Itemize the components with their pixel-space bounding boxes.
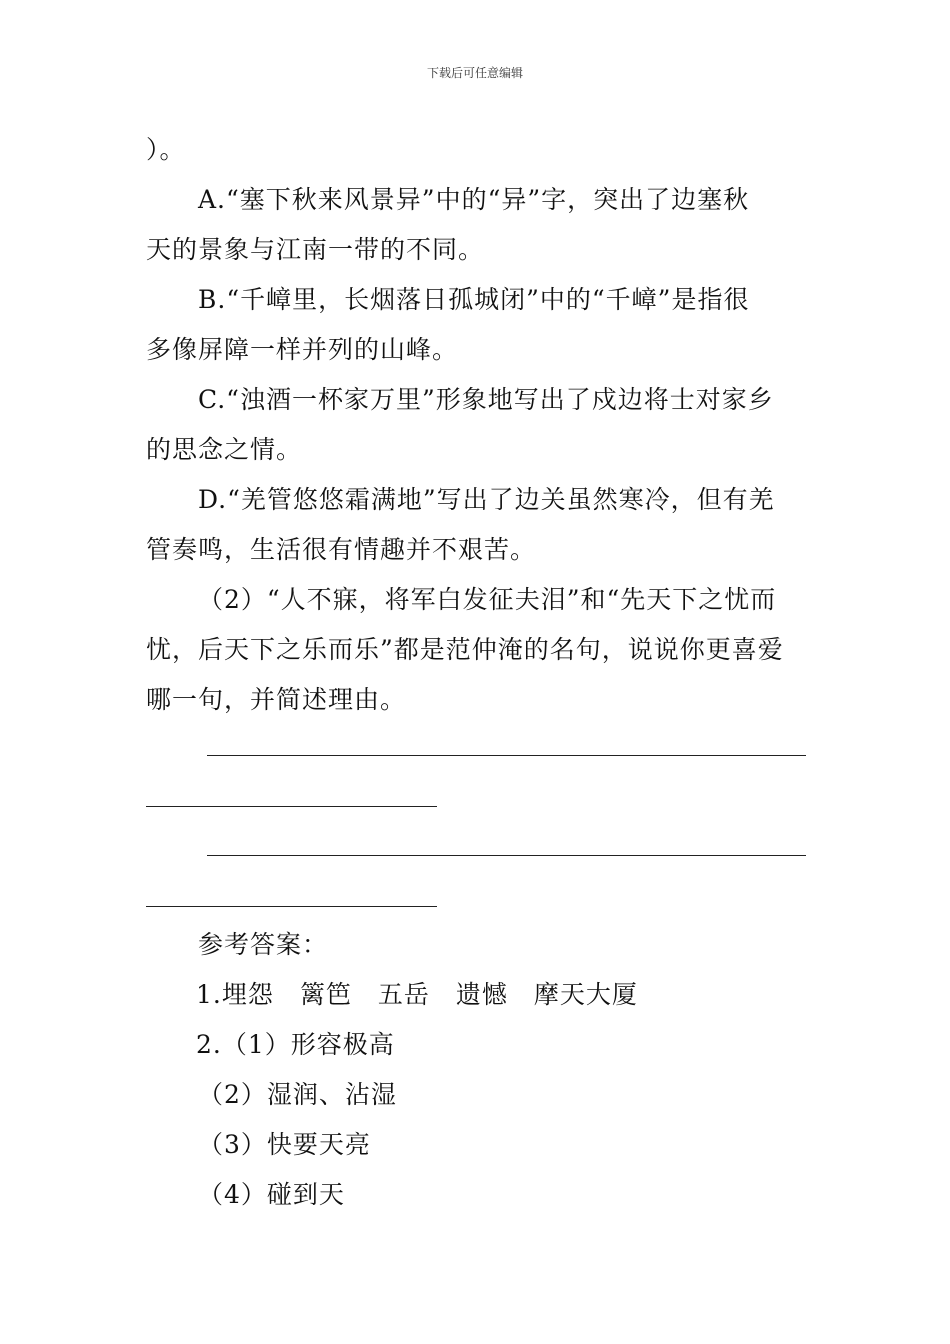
option-d-line1: D.“羌管悠悠霜满地”写出了边关虽然寒冷，但有羌 (198, 485, 775, 514)
option-d-line2: 管奏鸣，生活很有情趣并不艰苦。 (146, 535, 537, 564)
answer-2-4: （4）碰到天 (198, 1180, 345, 1209)
answer-2-1: 2.（1）形容极高 (196, 1030, 395, 1059)
part2-line1: （2）“人不寐，将军白发征夫泪”和“先天下之忧而 (198, 585, 777, 614)
question-stem-tail: ）。 (146, 135, 186, 164)
answer-blank-line[interactable] (207, 855, 806, 856)
answers-title: 参考答案： (198, 930, 329, 959)
option-a-line1: A.“塞下秋来风景异”中的“异”字，突出了边塞秋 (198, 185, 750, 214)
option-c-line2: 的思念之情。 (146, 435, 303, 464)
option-a-line2: 天的景象与江南一带的不同。 (146, 235, 485, 264)
part2-line3: 哪一句，并简述理由。 (146, 685, 407, 714)
answer-blank-line[interactable] (146, 906, 437, 907)
option-b-line2: 多像屏障一样并列的山峰。 (146, 335, 459, 364)
answer-blank-line[interactable] (146, 806, 437, 807)
page-header: 下载后可任意编辑 (426, 66, 523, 80)
answer-blank-line[interactable] (207, 755, 806, 756)
answer-1: 1.埋怨 篱笆 五岳 遗憾 摩天大厦 (196, 980, 638, 1009)
answer-2-2: （2）湿润、沾湿 (198, 1080, 397, 1109)
answer-2-3: （3）快要天亮 (198, 1130, 371, 1159)
option-c-line1: C.“浊酒一杯家万里”形象地写出了戍边将士对家乡 (198, 385, 774, 414)
option-b-line1: B.“千嶂里，长烟落日孤城闭”中的“千嶂”是指很 (198, 285, 750, 314)
part2-line2: 忧，后天下之乐而乐”都是范仲淹的名句，说说你更喜爱 (146, 635, 784, 664)
